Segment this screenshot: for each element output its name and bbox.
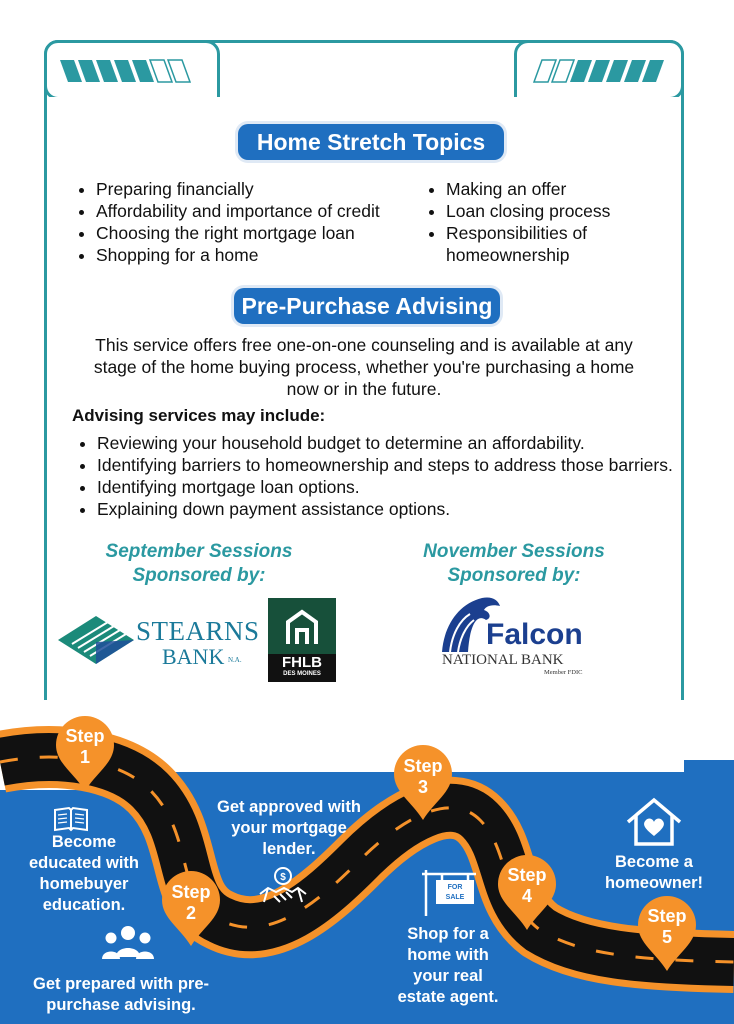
handshake-icon <box>258 866 308 906</box>
svg-text:$: $ <box>280 872 286 883</box>
november-sessions-heading <box>414 540 614 588</box>
step-pin-2 <box>158 882 224 924</box>
list-item: • Choosing the right mortgage loan <box>96 222 436 244</box>
fhlb-sub: DES MOINES <box>283 671 321 677</box>
list-item: • Identifying barriers to homeownership and steps to address those barriers. <box>97 454 717 476</box>
topics-title: Home Stretch Topics <box>238 124 504 160</box>
step2-text: Get approved with your mortgage lender. <box>217 798 361 858</box>
house-heart-icon <box>624 796 684 848</box>
falcon-fdic: Member FDIC <box>544 669 583 676</box>
for-sale-sign-icon <box>420 868 478 918</box>
list-item: • Preparing financially <box>96 178 436 200</box>
stearns-bank-logo <box>58 612 258 670</box>
frame-mask <box>47 97 681 105</box>
november-line1: November Sessions <box>423 541 605 562</box>
house-outline-icon <box>282 608 322 648</box>
list-item: • Loan closing process <box>446 200 666 222</box>
step1-text: Become educated with homebuyer education. <box>28 833 139 914</box>
falcon-name: Falcon <box>486 618 583 651</box>
stripe-decoration-left <box>60 58 210 84</box>
svg-text:SALE: SALE <box>445 894 465 901</box>
step3-text: Shop for a home with your real estate agent. <box>397 925 499 1006</box>
list-item: • Shopping for a home <box>96 244 436 266</box>
step-pin-4 <box>494 865 560 907</box>
step-number: 4 <box>521 886 532 906</box>
svg-text:FOR: FOR <box>447 884 463 891</box>
step-number: 3 <box>417 777 428 797</box>
step-pin-3 <box>390 756 456 798</box>
stripe-decoration-right <box>530 58 680 84</box>
step-number: 2 <box>185 903 196 923</box>
step-word: Step <box>647 906 687 926</box>
advising-list <box>73 432 717 520</box>
stearns-emblem-icon <box>58 616 134 666</box>
fhlb-logo <box>268 598 336 682</box>
september-sessions-heading <box>94 540 304 588</box>
step-pin-1 <box>52 726 118 768</box>
advising-heading: Advising services may include: <box>72 406 326 425</box>
step4-text: Become a homeowner! <box>604 853 704 892</box>
topics-list-right <box>422 178 666 266</box>
people-icon <box>100 925 156 963</box>
falcon-sub: NATIONAL BANK <box>442 652 564 668</box>
step-number: 1 <box>79 747 90 767</box>
step-word: Step <box>65 726 105 746</box>
step1b-text: Get prepared with pre-purchase advising. <box>32 975 210 1014</box>
step-number: 5 <box>661 927 672 947</box>
fhlb-name: FHLB <box>282 654 322 671</box>
step-word: Step <box>171 882 211 902</box>
advising-intro: This service offers free one-on-one counseling and is available at any stage of the home buying process, whether you're purchasing a home now or in the future. <box>93 335 635 399</box>
step-word: Step <box>403 756 443 776</box>
topics-list-left <box>72 178 436 266</box>
list-item: • Explaining down payment assistance options. <box>97 498 717 520</box>
step-pin-5 <box>634 906 700 948</box>
september-line2: Sponsored by: <box>132 565 266 586</box>
advising-title: Pre-Purchase Advising <box>234 288 500 324</box>
stearns-bank-text: BANK <box>162 644 225 669</box>
list-item: • Making an offer <box>446 178 666 200</box>
stearns-na-text: N.A. <box>228 656 242 664</box>
stearns-name: STEARNS <box>136 616 260 646</box>
book-icon <box>53 806 89 832</box>
step-word: Step <box>507 865 547 885</box>
list-item: • Affordability and importance of credit <box>96 200 436 222</box>
list-item: • Identifying mortgage loan options. <box>97 476 717 498</box>
september-line1: September Sessions <box>105 541 293 562</box>
list-item: • Responsibilities of homeownership <box>446 222 616 266</box>
november-line2: Sponsored by: <box>447 565 581 586</box>
falcon-bank-logo <box>440 596 600 680</box>
list-item: • Reviewing your household budget to determine an affordability. <box>97 432 717 454</box>
